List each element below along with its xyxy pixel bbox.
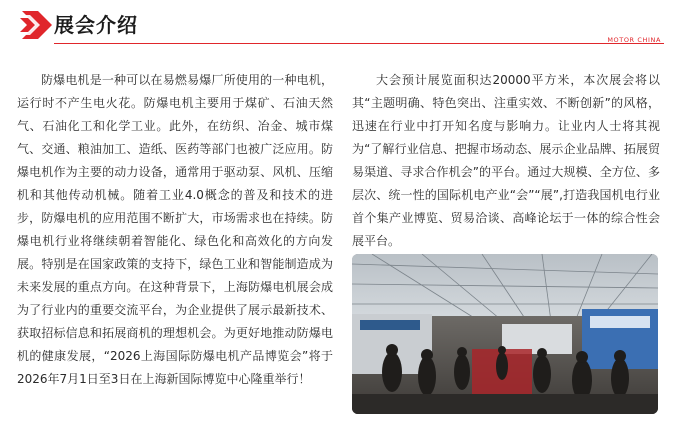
intro-right-column <box>352 69 660 253</box>
page-title: 展会介绍 <box>54 13 138 37</box>
intro-paragraph-right: 大会预计展览面积达20000平方米，本次展会将以其“主题明确、特色突出、注重实效、不断创新”的风格，迅速在行业中打开知名度与影响力。让业内人士将其视为“了解行业信息、把握市场动态、展示企业品牌、拓展贸易渠道、寻求合作机会”的平台。通过大规模、全方位、多层次、统一性的国际机电产业“会”“展”,打造我国机电行业首个集产业博览、贸易洽谈、高峰论坛于一体的综合性会展平台。 <box>352 73 660 248</box>
intro-left-column <box>17 69 333 391</box>
brand-chevron-icon <box>18 11 52 39</box>
section-header <box>0 0 677 48</box>
exhibition-hall-photo <box>352 254 658 414</box>
intro-paragraph-left: 防爆电机是一种可以在易燃易爆厂所使用的一种电机，运行时不产生电火花。防爆电机主要用于煤矿、石油天然气、石油化工和化学工业。此外，在纺织、冶金、城市煤气、交通、粮油加工、造纸、医药等部门也被广泛应用。防爆电机作为主要的动力设备，通常用于驱动泵、风机、压缩机和其他传动机械。随着工业4.0概念的普及和技术的进步，防爆电机的应用范围不断扩大，市场需求也在持续。防爆电机行业将继续朝着智能化、绿色化和高效化的方向发展。特别是在国家政策的支持下，绿色工业和智能制造成为未来发展的重点方向。在这种背景下，上海防爆电机展会成为了行业内的重要交流平台，为企业提供了展示最新技术、获取招标信息和拓展商机的理想机会。为更好地推动防爆电机的健康发展，“2026上海国际防爆电机产品博览会”将于2026年7月1日至3日在上海新国际博览中心隆重举行！ <box>17 73 333 386</box>
header-divider <box>54 43 664 44</box>
brand-subtitle: MOTOR CHINA <box>607 36 661 44</box>
